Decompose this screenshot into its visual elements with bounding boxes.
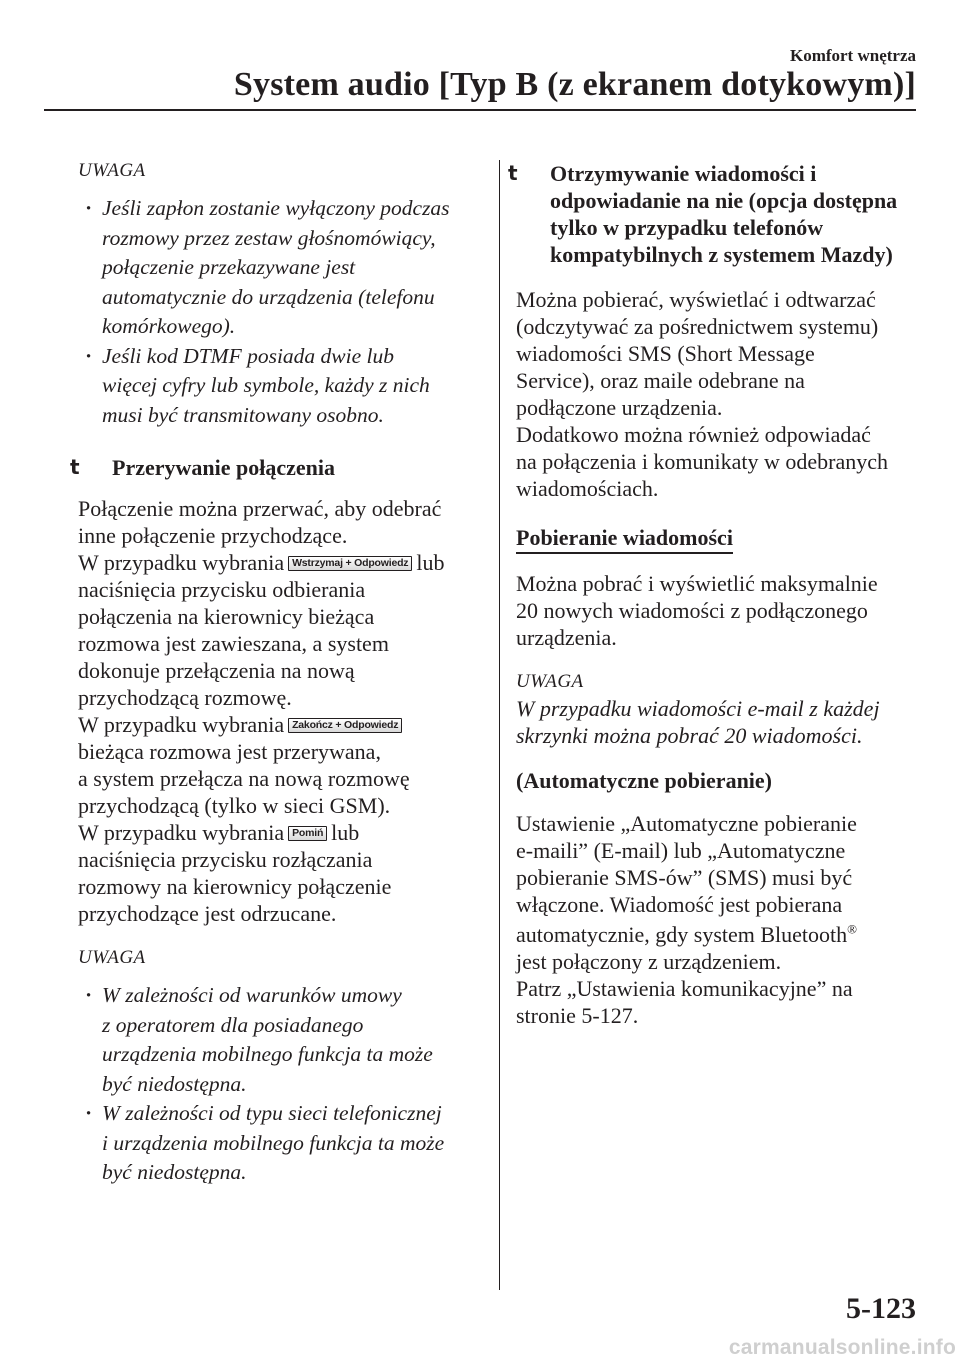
paragraph xyxy=(516,570,916,651)
text-fragment: W przypadku wybrania xyxy=(78,550,285,575)
text-line: rozmowy przez zestaw głośnomówiący, xyxy=(102,225,436,250)
note-bullets xyxy=(78,194,478,430)
text-fragment: lub xyxy=(331,820,360,845)
note-text xyxy=(516,695,916,749)
note-label: UWAGA xyxy=(516,671,584,692)
text-fragment: lub xyxy=(416,550,445,575)
paragraph xyxy=(516,286,916,502)
text-line: skrzynki można pobrać 20 wiadomości. xyxy=(516,723,863,748)
text-line xyxy=(78,819,478,846)
text-line: urządzenia mobilnego funkcja ta może xyxy=(102,1042,433,1066)
text-line: bieżąca rozmowa jest przerywana, xyxy=(78,739,381,764)
hold-answer-button-graphic: Wstrzymaj + Odpowiedz xyxy=(288,556,412,571)
left-column xyxy=(70,160,478,1212)
column-divider xyxy=(499,160,500,1290)
text-line xyxy=(516,921,916,948)
text-line: na połączenia i komunikaty w odebranych xyxy=(516,449,889,474)
note-label: UWAGA xyxy=(78,947,146,968)
text-line: komórkowego). xyxy=(102,314,236,338)
text-line: W przypadku wiadomości e-mail z każdej xyxy=(516,696,880,721)
text-line: połączenie przekazywane jest xyxy=(102,255,356,279)
text-line: przychodzącą rozmowę. xyxy=(78,685,292,710)
text-line: przychodzącą (tylko w sieci GSM). xyxy=(78,793,391,818)
text-line: być niedostępna. xyxy=(102,1071,247,1096)
text-line: naciśnięcia przycisku rozłączania xyxy=(78,847,373,872)
text-line xyxy=(78,711,478,738)
text-line: być niedostępna. xyxy=(102,1160,247,1184)
text-line: podłączone urządzenia. xyxy=(516,395,723,420)
note-bullets xyxy=(78,981,478,1188)
section-title-line: telefonów kompatybilnych xyxy=(550,215,824,267)
text-line: z operatorem dla posiadanego xyxy=(102,1012,364,1037)
note-label: UWAGA xyxy=(78,160,146,181)
skip-button-graphic: Pomiń xyxy=(288,826,327,841)
text-line: (odczytywać za pośrednictwem systemu) xyxy=(516,314,879,339)
text-line: · Jeśli zapłon zostanie wyłączony podczas xyxy=(102,196,450,220)
text-line: Dodatkowo można również odpowiadać xyxy=(516,422,871,447)
text-line: Połączenie można przerwać, aby odebrać xyxy=(78,496,442,521)
text-line: więcej cyfry lub symbole, każdy z nich xyxy=(102,373,430,397)
text-line xyxy=(78,549,478,576)
section-title-line: z systemem Mazdy) xyxy=(708,242,893,267)
text-line: rozmowy na kierownicy połączenie xyxy=(78,874,392,899)
page-number: 5-123 xyxy=(846,1292,916,1325)
paragraph xyxy=(78,495,478,927)
paragraph xyxy=(516,810,916,1029)
section-title-line: dostępna tylko w przypadku xyxy=(550,188,898,240)
text-line: włączone. Wiadomość jest pobierana xyxy=(516,892,843,917)
text-fragment: W przypadku wybrania xyxy=(78,820,285,845)
header-section-label: Komfort wnętrza xyxy=(789,46,916,65)
note-bullet xyxy=(102,194,478,342)
end-answer-button-graphic: Zakończ + Odpowiedz xyxy=(288,718,402,733)
page-header xyxy=(0,0,960,112)
watermark: carmanualsonline.info xyxy=(728,1336,956,1359)
text-line: i urządzenia mobilnego funkcja ta może xyxy=(102,1130,445,1155)
text-line: pobieranie SMS-ów” (SMS) musi być xyxy=(516,865,853,890)
text-line: · Jeśli kod DTMF posiada dwie lub xyxy=(102,343,395,368)
section-heading xyxy=(508,160,916,268)
section-title-line: Otrzymywanie wiadomości xyxy=(550,161,805,186)
text-line: e-maili” (E-mail) lub „Automatyczne xyxy=(516,838,846,863)
text-line: przychodzące jest odrzucane. xyxy=(78,901,337,926)
right-column xyxy=(508,160,916,1043)
section-marker-icon: t xyxy=(70,455,80,479)
text-line: jest połączony z urządzeniem. xyxy=(516,949,782,974)
text-line: inne połączenie przychodzące. xyxy=(78,523,348,548)
text-line: naciśnięcia przycisku odbierania xyxy=(78,577,366,602)
header-title: System audio [Typ B (z ekranem dotykowym)] xyxy=(233,66,916,103)
note-bullet xyxy=(102,1099,478,1188)
text-line: Service), oraz maile odebrane na xyxy=(516,368,805,393)
text-fragment: W przypadku wybrania xyxy=(78,712,285,737)
section-heading xyxy=(70,454,478,481)
subsection-heading: (Automatyczne pobieranie) xyxy=(516,768,773,793)
text-line: Ustawienie „Automatyczne pobieranie xyxy=(516,811,857,836)
note-bullet xyxy=(102,342,478,431)
subheading: Pobieranie wiadomości xyxy=(516,524,733,554)
section-marker-icon: t xyxy=(508,161,518,185)
text-line: Patrz „Ustawienia komunikacyjne” na xyxy=(516,976,853,1001)
text-line: musi być transmitowany osobno. xyxy=(102,402,384,427)
text-line: wiadomościach. xyxy=(516,476,659,501)
text-line: wiadomości SMS (Short Message xyxy=(516,341,815,366)
text-line: automatycznie do urządzenia (telefonu xyxy=(102,284,435,309)
text-line: dokonuje przełączenia na nową xyxy=(78,658,355,683)
text-line: Można pobrać i wyświetlić maksymalnie xyxy=(516,571,878,596)
text-line: połączenia na kierownicy bieżąca xyxy=(78,604,375,629)
text-fragment: automatycznie, gdy system Bluetooth xyxy=(516,922,848,947)
text-line: rozmowa jest zawieszana, a system xyxy=(78,631,389,656)
header-rule xyxy=(44,109,916,111)
text-line: stronie 5-127. xyxy=(516,1003,639,1028)
text-line: · W zależności od warunków umowy xyxy=(102,983,402,1007)
text-line: Można pobierać, wyświetlać i odtwarzać xyxy=(516,287,876,312)
text-line: · W zależności od typu sieci telefonicznej xyxy=(102,1101,442,1125)
note-bullet xyxy=(102,981,478,1099)
section-title: Przerywanie połączenia xyxy=(112,455,335,480)
text-line: a system przełącza na nową rozmowę xyxy=(78,766,410,791)
section-title-line: i odpowiadanie na nie (opcja xyxy=(550,161,817,213)
text-line: 20 nowych wiadomości z podłączonego xyxy=(516,598,868,623)
text-line: urządzenia. xyxy=(516,625,617,650)
registered-mark: ® xyxy=(847,921,858,937)
